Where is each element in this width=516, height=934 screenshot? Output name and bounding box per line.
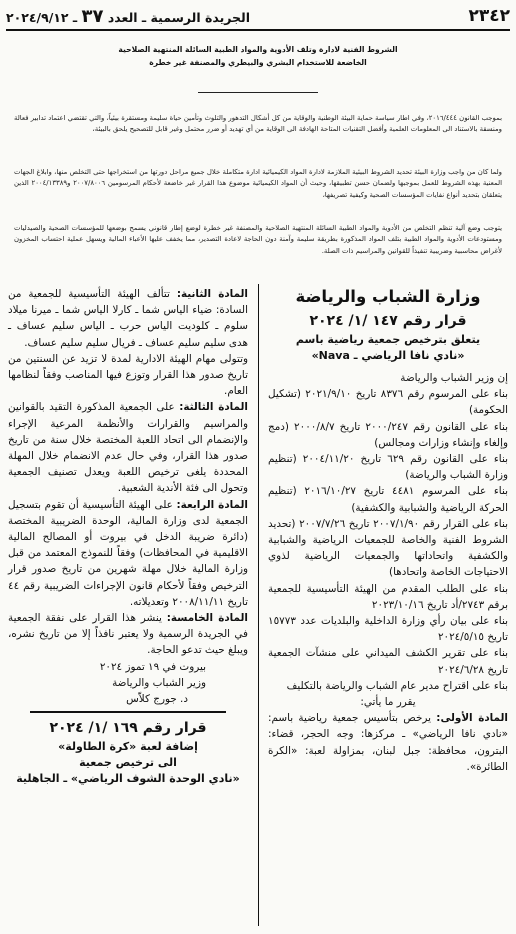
intro-title-line1: الشروط الفنية لادارة وتلف الأدوية والمواد الطبية السائلة المنتهية الصلاحية: [118, 45, 398, 54]
decision-2-number: قرار رقم ١٦٩ /١/ ٢٠٢٤: [49, 720, 207, 737]
legal-basis-item: بناء على بيان رأي وزارة الداخلية والبلديات عدد ١٥٧٧٣ تاريخ ٢٠٢٤/٥/١٥: [268, 615, 508, 644]
legal-basis-item: بناء على تقرير الكشف الميداني على منشآت الجمعية تاريخ ٢٠٢٤/٦/٢٨: [268, 647, 508, 676]
article-5-text: ينشر هذا القرار على نفقة الجمعية في الجريدة الرسمية ولا يعتبر نافذاً إلا من تاريخ نشره، ويبلغ حيث تدعو الحاجة.: [8, 612, 248, 657]
gazette-name: الجريدة الرسمية ـ العدد: [107, 9, 251, 25]
signer-title: وزير الشباب والرياضة: [112, 676, 206, 689]
article-4-text: على الهيئة التأسيسية أن تقوم بتسجيل الجمعية لدى وزارة المالية، الوحدة الضريبية المختصة (دائرة ضريبة الدخل في بيروت أو المصالح المالية الاقليمية في المحافظات) وفقاً للنموذج المعتمد من قبل وزارة المالية خلال مهلة شهرين من تاريخ صدور قرار الترخيص وفقاً لأحكام قانون الإجراءات الضريبية رقم ٤٤ تاريخ ٢٠٠٨/١١/١١ وتعديلاته.: [8, 498, 248, 608]
article-2-text: تتألف الهيئة التأسيسية للجمعية من السادة: ضياء الياس شما ـ كارلا الياس شما ـ ميرنا ميلاد سلوم ـ كلوديت الياس حرب ـ الياس سليم عساف ـ هدى سليم سليم عساف ـ فريال سليم سليم عساف.: [8, 288, 248, 349]
legal-basis-item: بناء على اقتراح مدير عام الشباب والرياضة بالتكليف: [286, 679, 508, 692]
intro-paragraph-2: ولما كان من واجب وزارة البيئة تحديد الشروط البيئية الملازمة لادارة المواد الكيميائية ادارة متكاملة خلال جميع مراحل دورتها من استخراجها حتى التخلص منها، وابلاغ الجهات المعنية بهذه الشروط للعمل بموجبها ولضمان حسن تطبيقها، وحيث أن المواد الكيميائية موضوع هذا القرار غير خاضعة لأحكام المرسومين ٢٠٠٧/٨٠٠٦ و٢٠٠٤/١٣٣٨٩ الذين يتعلقان بتحديد أنواع نفايات المؤسسات الصحية وكيفية تصريفها،: [14, 167, 502, 199]
intro-divider: [198, 92, 318, 93]
intro-paragraph-1: بموجب القانون ٢٠١٦/٤٤٤، وفي اطار سياسة حماية البيئة الوطنية والوقاية من كل أشكال التدهور والتلوث وتأمين حياة سليمة ومستقرة بيئياً، والتي تقتضي اعتماد تدابير فعالة ومنسقة بالاستناد الى المعلومات العلمية وأفضل التقنيات المتاحة الهادفة الى الوقاية من أي تهديد أو ضرر محتمل وغير قابل للتصحيح يلحق بالبيئة،: [14, 113, 502, 134]
article-2-label: المادة الثانية:: [176, 288, 248, 300]
legal-basis-item: بناء على القانون رقم ٦٢٩ تاريخ ٢٠٠٤/١١/٢٠ (تنظيم وزارة الشباب والرياضة): [268, 453, 509, 482]
decides-line: يقرر ما يأتي:: [360, 696, 416, 709]
page-header: [6, 3, 510, 31]
legal-basis-item: بناء على القرار رقم ٢٠٠٧/١/٩٠ تاريخ ٢٠٠٧/٧/٢٦ (تحديد الشروط الفنية والخاصة للجمعيات الرياضية والشبابية والكشفية واتحاداتها والجمعيات الرياضية لذوي الاحتياجات الخاصة واتحادها): [268, 517, 508, 579]
article-4: [8, 497, 248, 610]
ministry-heading: وزارة الشباب والرياضة: [295, 287, 481, 306]
decision-number: قرار رقم ١٤٧ /١/ ٢٠٢٤: [309, 313, 467, 329]
right-column: [268, 286, 508, 775]
decision-subject: يتعلق بترخيص جمعية رياضية باسم: [295, 333, 481, 346]
gazette-issue-info: [6, 6, 250, 27]
article-1: [268, 710, 508, 775]
intro-paragraph-3: يتوجب وضع آلية تنظم التخلص من الأدوية والمواد الطبية السائلة المنتهية الصلاحية والمصنفة غير خطرة لوضع إطار قانوني يسمح بوضعها للمؤسسات الصحية والصيدليات ومستودعات الأدوية والمواد الطبية بتلف المواد المذكورة بطريقة سليمة وآمنة دون الحاجة لاعادة التصدير، مما يخفف عليها الأعباء المالية ويسهل عملية احتساب المخزون لأغراض محاسبية وضريبية تنفيذاً للقوانين والمراسيم ذات الصلة.: [14, 223, 502, 255]
article-3-label: المادة الثالثة:: [179, 401, 248, 414]
preamble-line: إن وزير الشباب والرياضة: [400, 372, 508, 384]
left-column: [8, 286, 248, 787]
legal-basis-item: بناء على المرسوم رقم ٨٣٧٦ تاريخ ٢٠٢١/٩/١٠ (تشكيل الحكومة): [268, 388, 508, 417]
decision-2-line1: إضافة لعبة «كرة الطاولة»: [58, 740, 198, 754]
article-4-label: المادة الرابعة:: [176, 498, 248, 511]
club-name: «نادي نافا الرياضي ـ Nava»: [311, 349, 465, 362]
article-5: [8, 610, 248, 659]
decision-2-line3: «نادي الوحدة الشوف الرياضي» ـ الجاهلية: [16, 772, 240, 786]
intro-title-line2: الخاضعة للاستخدام البشري والبيطري والمصنفة غير خطرة: [149, 57, 367, 67]
issue-number: ٣٧: [81, 5, 104, 27]
column-divider: [258, 284, 259, 926]
article-3-text: على الجمعية المذكورة التقيد بالقوانين والمراسيم والقرارات والأنظمة المرعية الإجراء والإنضمام الى اتحاد اللعبة المختصة خلال سنة من تاريخ صدور هذا القرار، وفي حال عدم الانضمام خلال المهلة المحددة يلغى ترخيص اللعبة ويعدل تصنيف الجمعية وتحول الى فئة الأندية الشعبية.: [8, 401, 248, 495]
article-1-label: المادة الأولى:: [436, 712, 508, 725]
legal-basis-item: بناء على المرسوم ٤٤٨١ تاريخ ٢٠١٦/١٠/٢٧ (تنظيم الحركة الرياضية والشبابية والكشفية): [268, 485, 509, 514]
legal-basis-item: بناء على القانون رقم ٢٠٠٠/٢٤٧ تاريخ ٢٠٠٠/٨/٧ (دمج وإلغاء وإنشاء وزارات ومجالس): [268, 420, 508, 449]
article-3: [8, 399, 248, 496]
article-2-extra: وتتولى مهام الهيئة الادارية لمدة لا تزيد عن السنتين من تاريخ صدور هذا القرار وتوزع فيها المناصب وفقاً لنظامها العام.: [8, 352, 248, 398]
intro-title: [30, 44, 486, 69]
article-2: [8, 286, 248, 351]
legal-basis-item: بناء على الطلب المقدم من الهيئة التأسيسية للجمعية برقم ٢٧٤٣/أد تاريخ ٢٠٢٣/١٠/١٦: [268, 582, 508, 611]
place-date: بيروت في ١٩ تموز ٢٠٢٤: [99, 660, 206, 673]
decision-separator: [30, 711, 226, 713]
article-1-text: يرخص بتأسيس جمعية رياضية باسم: «نادي نافا الرياضي» ـ مركزها: وجه الحجر، قضاء: البترون، محافظة: جبل لبنان، بمزاولة لعبة: «الكرة الطائرة».: [268, 712, 508, 773]
page-number: ٢٣٤٢: [468, 6, 510, 26]
decision-2-line2: الى ترخيص جمعية: [79, 756, 177, 770]
signer-name: د. جورج كلاّس: [126, 693, 188, 706]
article-5-label: المادة الخامسة:: [166, 612, 248, 625]
issue-date: ـ ٢٠٢٤/٩/١٢: [6, 9, 78, 25]
